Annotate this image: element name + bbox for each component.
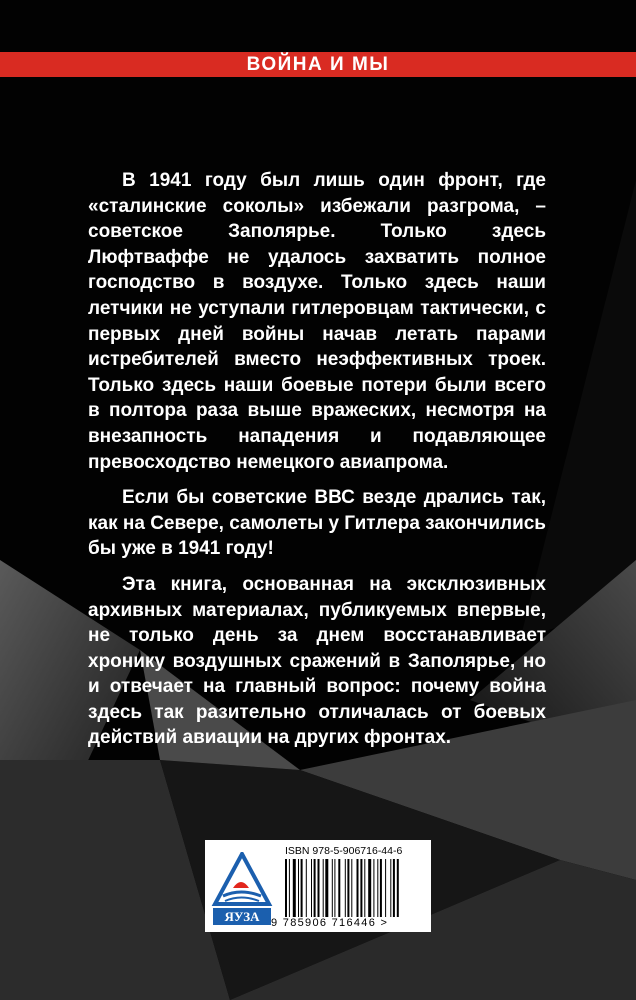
isbn-number: ISBN 978-5-906716-44-6 (285, 845, 403, 857)
barcode-panel (205, 840, 431, 932)
annotation-paragraph: Если бы советские ВВС везде дрались так, как на Севере, самолеты у Гитлера закончились бы уже в 1941 году! (88, 487, 546, 560)
barcode-icon (283, 859, 427, 917)
annotation-text (88, 168, 546, 761)
annotation-paragraph: Эта книга, основанная на эксклюзивных архивных материалах, публикуемых впервые, не только день за днем восстанавливает хронику воздушных сражений в Заполярье, но и отвечает на главный вопрос: почему война здесь так разительно отличалась от боевых действий авиации на других фронтах. (88, 573, 546, 749)
publisher-name: ЯУЗА (224, 909, 260, 924)
annotation-paragraph: В 1941 году был лишь один фронт, где «сталинские соколы» избежали разгрома, – советское Заполярье. Только здесь Люфтваффе не удалось захватить полное господство в воздухе. Только здесь наши летчики не уступали гитлеровцам тактически, с первых дней войны начав летать парами истребителей вместо неэффективных троек. Только здесь наши боевые потери были всего в полтора раза выше вражеских, несмотря на внезапность нападения и подавляющее превосходство немецкого авиапрома. (88, 170, 546, 473)
barcode-digits: 9 785906 716446 > (271, 917, 389, 929)
yauza-sail-logo-icon (211, 852, 273, 927)
series-title: ВОЙНА И МЫ (246, 54, 390, 75)
